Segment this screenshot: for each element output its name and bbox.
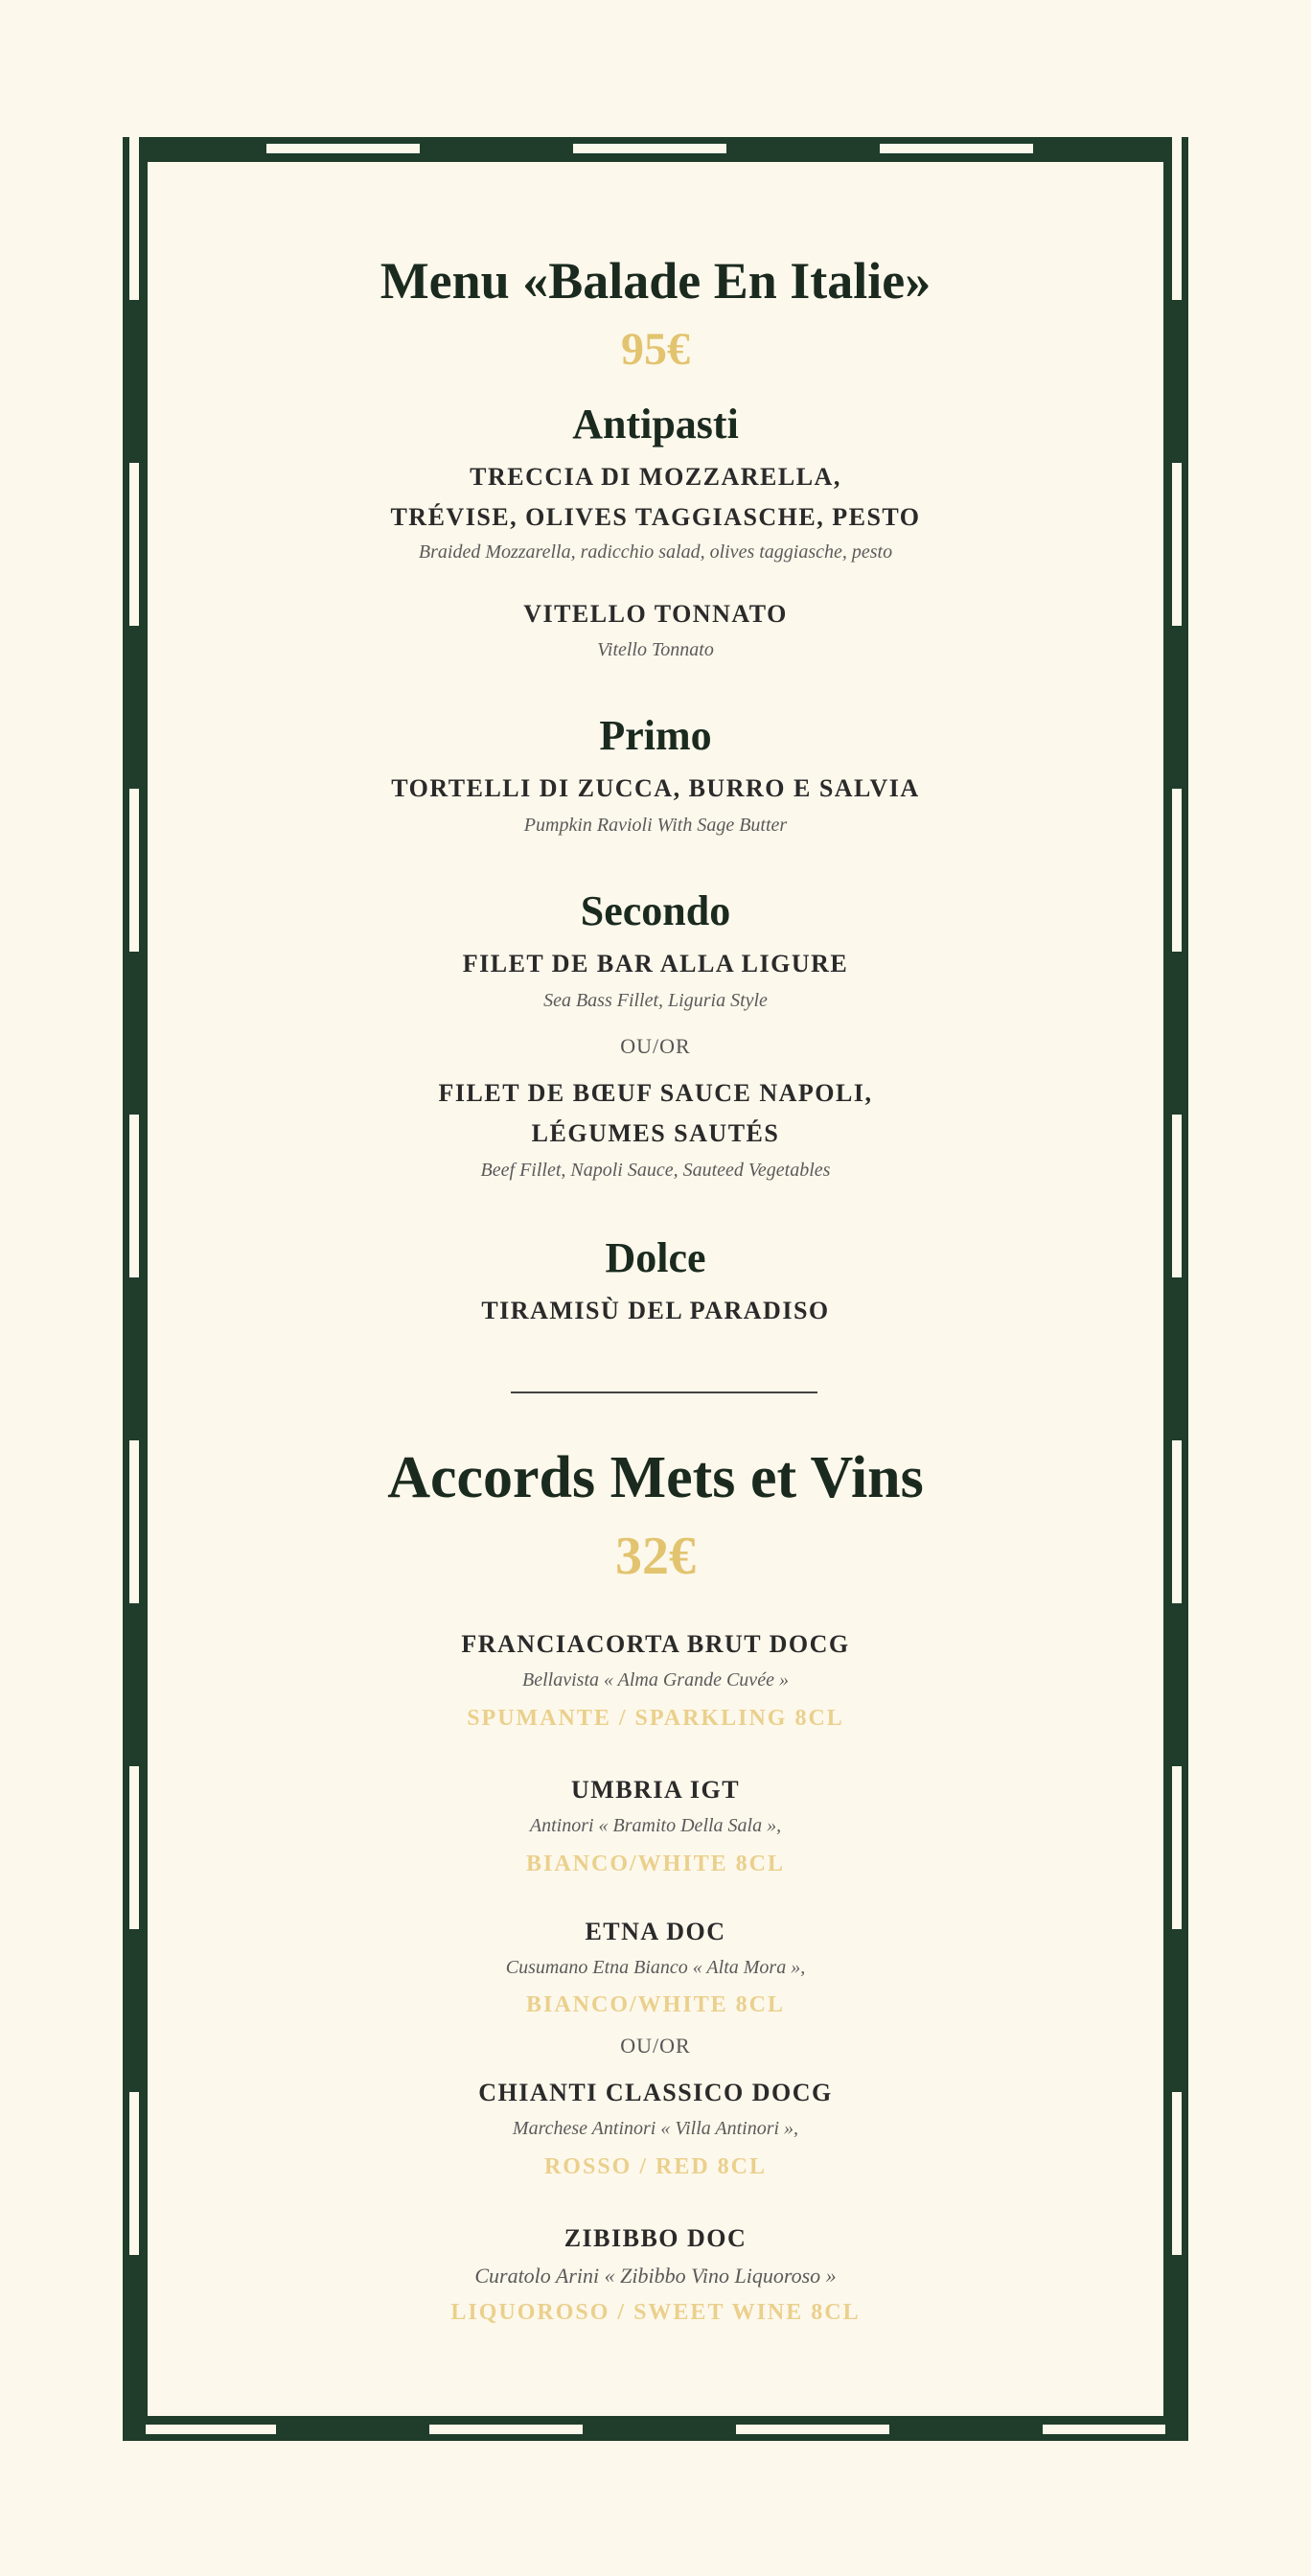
wine-producer: Marchese Antinori « Villa Antinori », [512, 2118, 799, 2139]
menu-content [146, 160, 1165, 2418]
wine-producer: Cusumano Etna Bianco « Alta Mora », [505, 1957, 806, 1978]
dish-name: LÉGUMES SAUTÉS [531, 1119, 780, 1147]
wine-name: FRANCIACORTA BRUT DOCG [461, 1630, 850, 1658]
wine-name: ZIBIBBO DOC [564, 2224, 748, 2252]
section-dolce: Dolce [605, 1234, 706, 1281]
wine-producer: Curatolo Arini « Zibibbo Vino Liquoroso » [474, 2264, 837, 2288]
border-top [123, 137, 1188, 160]
wine-type: SPUMANTE / SPARKLING 8CL [467, 1706, 844, 1731]
wine-type: ROSSO / RED 8CL [543, 2154, 768, 2179]
section-antipasti: Antipasti [572, 401, 739, 448]
dish-description: Pumpkin Ravioli With Sage Butter [523, 815, 788, 836]
wine-name: CHIANTI CLASSICO DOCG [478, 2079, 833, 2106]
wine-name: UMBRIA IGT [570, 1776, 741, 1804]
dish-description: Braided Mozzarella, radicchio salad, olives taggiasche, pesto [418, 541, 893, 563]
wine-name: ETNA DOC [585, 1918, 726, 1945]
dish-description: Beef Fillet, Napoli Sauce, Sauteed Vegetables [480, 1160, 831, 1181]
dish-name: TIRAMISÙ DEL PARADISO [481, 1297, 830, 1324]
menu-frame [123, 137, 1188, 2441]
wine-type: BIANCO/WHITE 8CL [525, 1852, 786, 1876]
or-separator: OU/OR [620, 1034, 691, 1058]
section-divider [511, 1392, 817, 1393]
dish-name: TRÉVISE, OLIVES TAGGIASCHE, PESTO [390, 503, 921, 531]
or-separator: OU/OR [620, 2034, 691, 2058]
wine-title: Accords Mets et Vins [387, 1445, 924, 1510]
dish-description: Sea Bass Fillet, Liguria Style [543, 990, 768, 1011]
wine-type: LIQUOROSO / SWEET WINE 8CL [450, 2300, 861, 2325]
border-right [1165, 137, 1188, 2441]
wine-price: 32€ [615, 1527, 696, 1586]
dish-description: Vitello Tonnato [597, 639, 714, 660]
dish-name: FILET DE BAR ALLA LIGURE [462, 950, 849, 978]
menu-title: Menu «Balade En Italie» [380, 252, 932, 310]
border-left [123, 137, 146, 2441]
dish-name: FILET DE BŒUF SAUCE NAPOLI, [438, 1079, 873, 1107]
dish-name: TRECCIA DI MOZZARELLA, [470, 463, 841, 491]
section-secondo: Secondo [580, 887, 731, 934]
section-primo: Primo [599, 712, 712, 759]
wine-type: BIANCO/WHITE 8CL [525, 1992, 786, 2017]
dish-name: TORTELLI DI ZUCCA, BURRO E SALVIA [391, 774, 920, 802]
dish-name: VITELLO TONNATO [523, 600, 788, 628]
border-bottom [123, 2418, 1188, 2441]
wine-producer: Antinori « Bramito Della Sala », [529, 1815, 782, 1836]
wine-producer: Bellavista « Alma Grande Cuvée » [522, 1669, 789, 1690]
menu-price: 95€ [621, 324, 690, 375]
